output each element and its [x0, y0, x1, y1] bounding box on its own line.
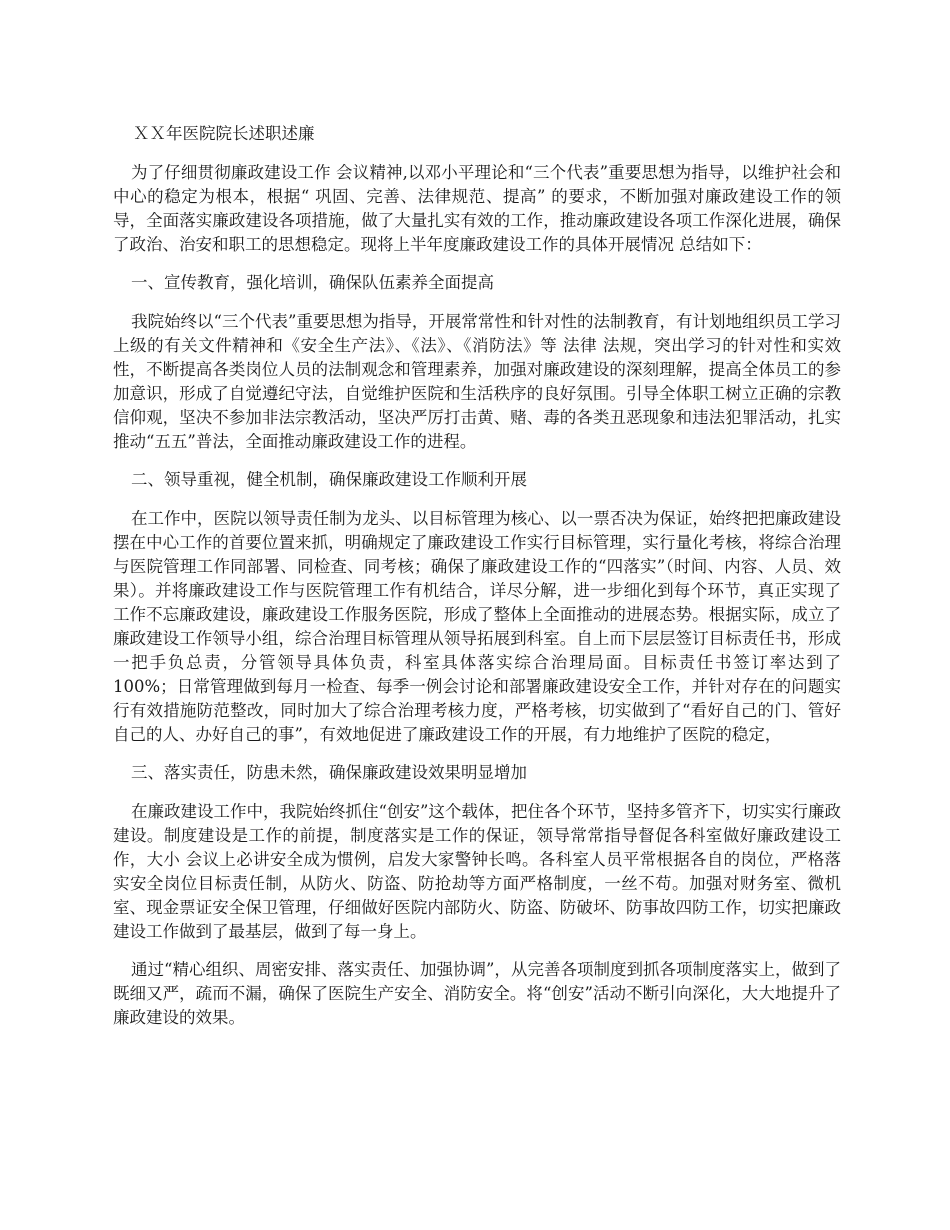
- section-2-paragraph: 在工作中，医院以领导责任制为龙头、以目标管理为核心、以一票否决为保证，始终把把廉政建设摆在中心工作的首要位置来抓，明确规定了廉政建设工作实行目标管理，实行量化考核，将综合治理与医院管理工作同部署、同检查、同考核；确保了廉政建设工作的“四落实”（时间、内容、人员、效果）。并将廉政建设工作与医院管理工作有机结合，详尽分解，进一步细化到每个环节，真正实现了工作不忘廉政建设，廉政建设工作服务医院，形成了整体上全面推动的进展态势。根据实际，成立了廉政建设工作领导小组，综合治理目标管理从领导拓展到科室。自上而下层层签订目标责任书，形成一把手负总责，分管领导具体负责，科室具体落实综合治理局面。目标责任书签订率达到了 100%；日常管理做到每月一检查、每季一例会讨论和部署廉政建设安全工作，并针对存在的问题实行有效措施防范整改，同时加大了综合治理考核力度，严格考核，切实做到了“看好自己的门、管好自己的人、办好自己的事”，有效地促进了廉政建设工作的开展，有力地维护了医院的稳定，: [113, 509, 841, 744]
- section-3-paragraph-2: 通过“精心组织、周密安排、落实责任、加强协调”，从完善各项制度到抓各项制度落实上，做到了既细又严，疏而不漏，确保了医院生产安全、消防安全。将“创安”活动不断引向深化，大大地提升了廉政建设的效果。: [113, 960, 841, 1027]
- document-title: ＸＸ年医院院长述职述廉: [133, 124, 315, 143]
- section-1-heading: 一、宣传教育，强化培训，确保队伍素养全面提高: [131, 273, 494, 292]
- intro-paragraph: 为了仔细贯彻廉政建设工作 会议精神,以邓小平理论和“三个代表”重要思想为指导，以维护社会和中心的稳定为根本，根据“ 巩固、完善、法律规范、提高” 的要求，不断加强对廉政建设工作的领导，全面落实廉政建设各项措施，做了大量扎实有效的工作，推动廉政建设各项工作深化进展，确保了政治、治安和职工的思想稳定。现将上半年度廉政建设工作的具体开展情况 总结如下：: [113, 163, 841, 254]
- section-3-heading: 三、落实责任，防患未然，确保廉政建设效果明显增加: [131, 763, 527, 782]
- section-1-paragraph: 我院始终以“三个代表”重要思想为指导，开展常常性和针对性的法制教育，有计划地组织员工学习上级的有关文件精神和《安全生产法》、《法》、《消防法》等 法律 法规，突出学习的针对性和实效性，不断提高各类岗位人员的法制观念和管理素养，加强对廉政建设的深刻理解，提高全体员工的参加意识，形成了自觉遵纪守法，自觉维护医院和生活秩序的良好氛围。引导全体职工树立正确的宗教信仰观，坚决不参加非法宗教活动，坚决严厉打击黄、赌、毒的各类丑恶现象和违法犯罪活动，扎实推动“五五”普法，全面推动廉政建设工作的进程。: [113, 312, 841, 451]
- section-2-heading: 二、领导重视，健全机制，确保廉政建设工作顺利开展: [131, 470, 527, 489]
- section-3-paragraph-1: 在廉政建设工作中，我院始终抓住“创安”这个载体，把住各个环节，坚持多管齐下，切实实行廉政建设。制度建设是工作的前提，制度落实是工作的保证，领导常常指导督促各科室做好廉政建设工作，大小 会议上必讲安全成为惯例，启发大家警钟长鸣。各科室人员平常根据各自的岗位，严格落实安全岗位目标责任制，从防火、防盗、防抢劫等方面严格制度，一丝不苟。加强对财务室、微机室、现金票证安全保卫管理，仔细做好医院内部防火、防盗、防破坏、防事故四防工作，切实把廉政建设工作做到了最基层，做到了每一身上。: [113, 802, 841, 941]
- document-body: [113, 122, 841, 1044]
